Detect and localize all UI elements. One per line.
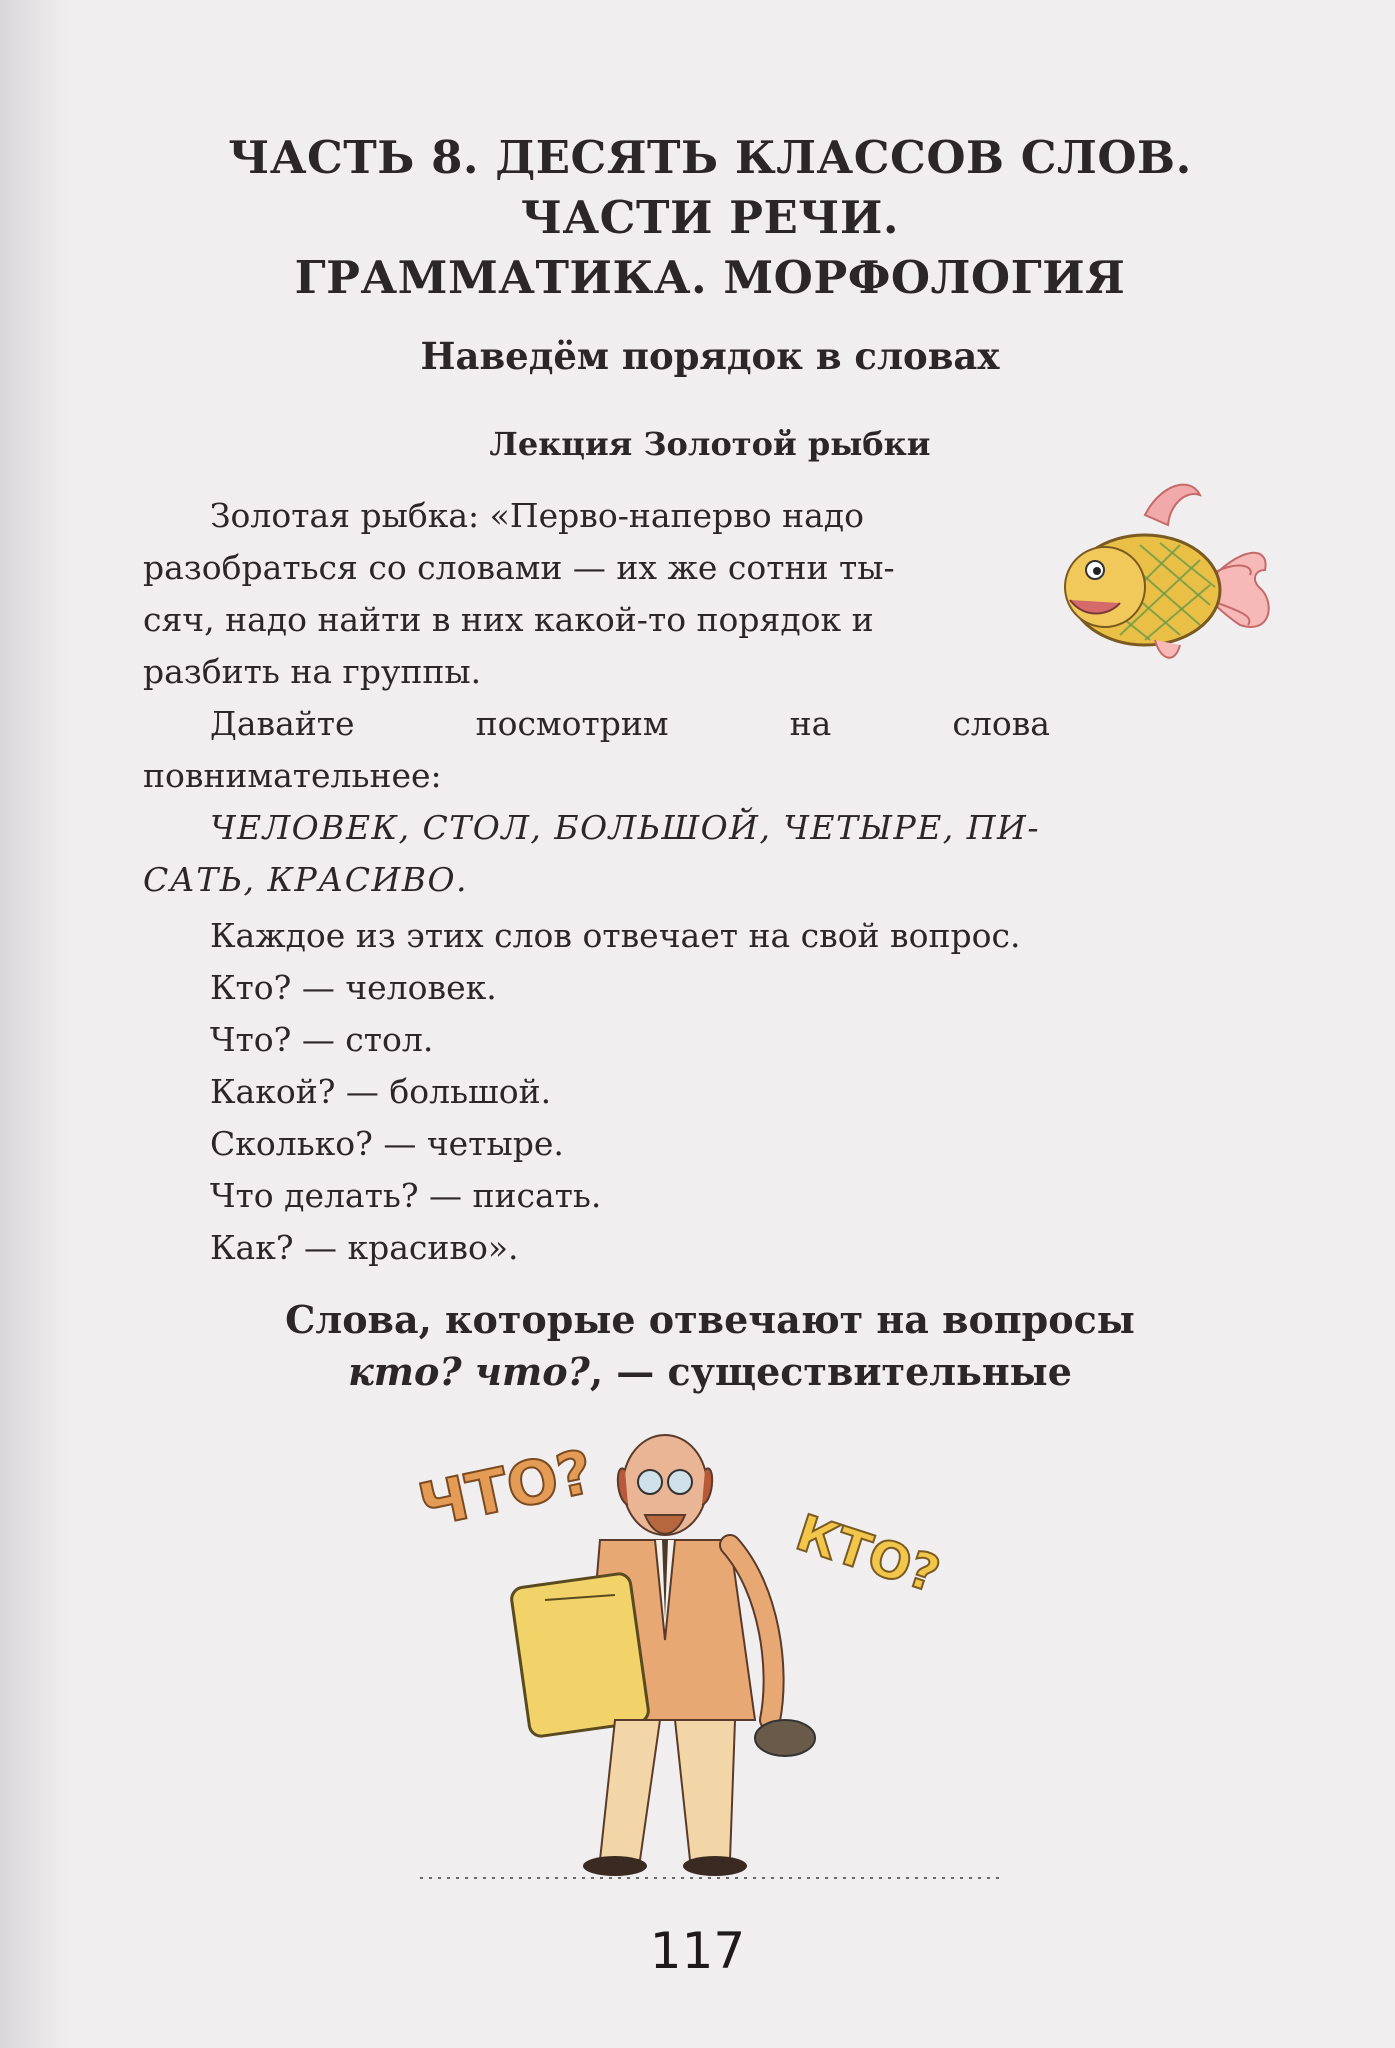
nouns-heading	[180, 1294, 1240, 1398]
goldfish-illustration	[1050, 475, 1280, 695]
page-number: 117	[649, 1922, 746, 1980]
look-paragraph	[143, 698, 1050, 802]
qa-line: Как? — красиво».	[210, 1228, 519, 1267]
paragraph-line: повнимательнее:	[143, 756, 442, 795]
part-title-line: ЧАСТИ РЕЧИ.	[520, 191, 900, 244]
example-words	[143, 802, 1243, 906]
bubble-left	[413, 1437, 599, 1542]
nouns-heading-line	[180, 1346, 1240, 1398]
bubble-right	[789, 1504, 946, 1604]
paragraph-line: Золотая рыбка: «Перво-наперво надо	[210, 496, 864, 535]
qa-line: Какой? — большой.	[210, 1072, 552, 1111]
paragraph-line: разбить на группы.	[143, 652, 482, 691]
qa-line: Сколько? — четыре.	[210, 1124, 564, 1163]
qa-line: Каждое из этих слов отвечает на свой вопрос.	[210, 916, 1021, 955]
professor-illustration	[400, 1420, 1020, 1880]
part-title-line: ЧАСТЬ 8. ДЕСЯТЬ КЛАССОВ СЛОВ.	[228, 131, 1192, 184]
paragraph-line: сяч, надо найти в них какой-то порядок и	[143, 600, 874, 639]
lecture-heading: Лекция Золотой рыбки	[489, 425, 931, 463]
word: посмотрим	[475, 704, 669, 743]
word: на	[789, 704, 832, 743]
section-heading: Наведём порядок в словах	[420, 334, 1000, 378]
nouns-heading-questions: кто? что?	[348, 1349, 590, 1394]
example-words-line: САТЬ, КРАСИВО.	[143, 860, 469, 899]
question-answer-list	[210, 910, 1020, 1274]
part-title-line: ГРАММАТИКА. МОРФОЛОГИЯ	[294, 251, 1126, 304]
qa-line: Кто? — человек.	[210, 968, 497, 1007]
paragraph-line	[143, 698, 1050, 750]
qa-line: Что? — стол.	[210, 1020, 434, 1059]
bubble-left-text: ЧТО?	[412, 1436, 599, 1542]
nouns-heading-line: Слова, которые отвечают на вопросы	[285, 1297, 1135, 1342]
qa-line: Что делать? — писать.	[210, 1176, 602, 1215]
paragraph-line: разобраться со словами — их же сотни ты-	[143, 548, 895, 587]
example-words-line: ЧЕЛОВЕК, СТОЛ, БОЛЬШОЙ, ЧЕТЫРЕ, ПИ-	[210, 808, 1040, 847]
part-title	[180, 128, 1240, 308]
intro-paragraph	[143, 490, 1023, 698]
word: слова	[952, 704, 1050, 743]
bubble-right-text: КТО?	[789, 1503, 947, 1604]
nouns-heading-rest: , — существительные	[589, 1349, 1072, 1394]
word: Давайте	[210, 704, 355, 743]
